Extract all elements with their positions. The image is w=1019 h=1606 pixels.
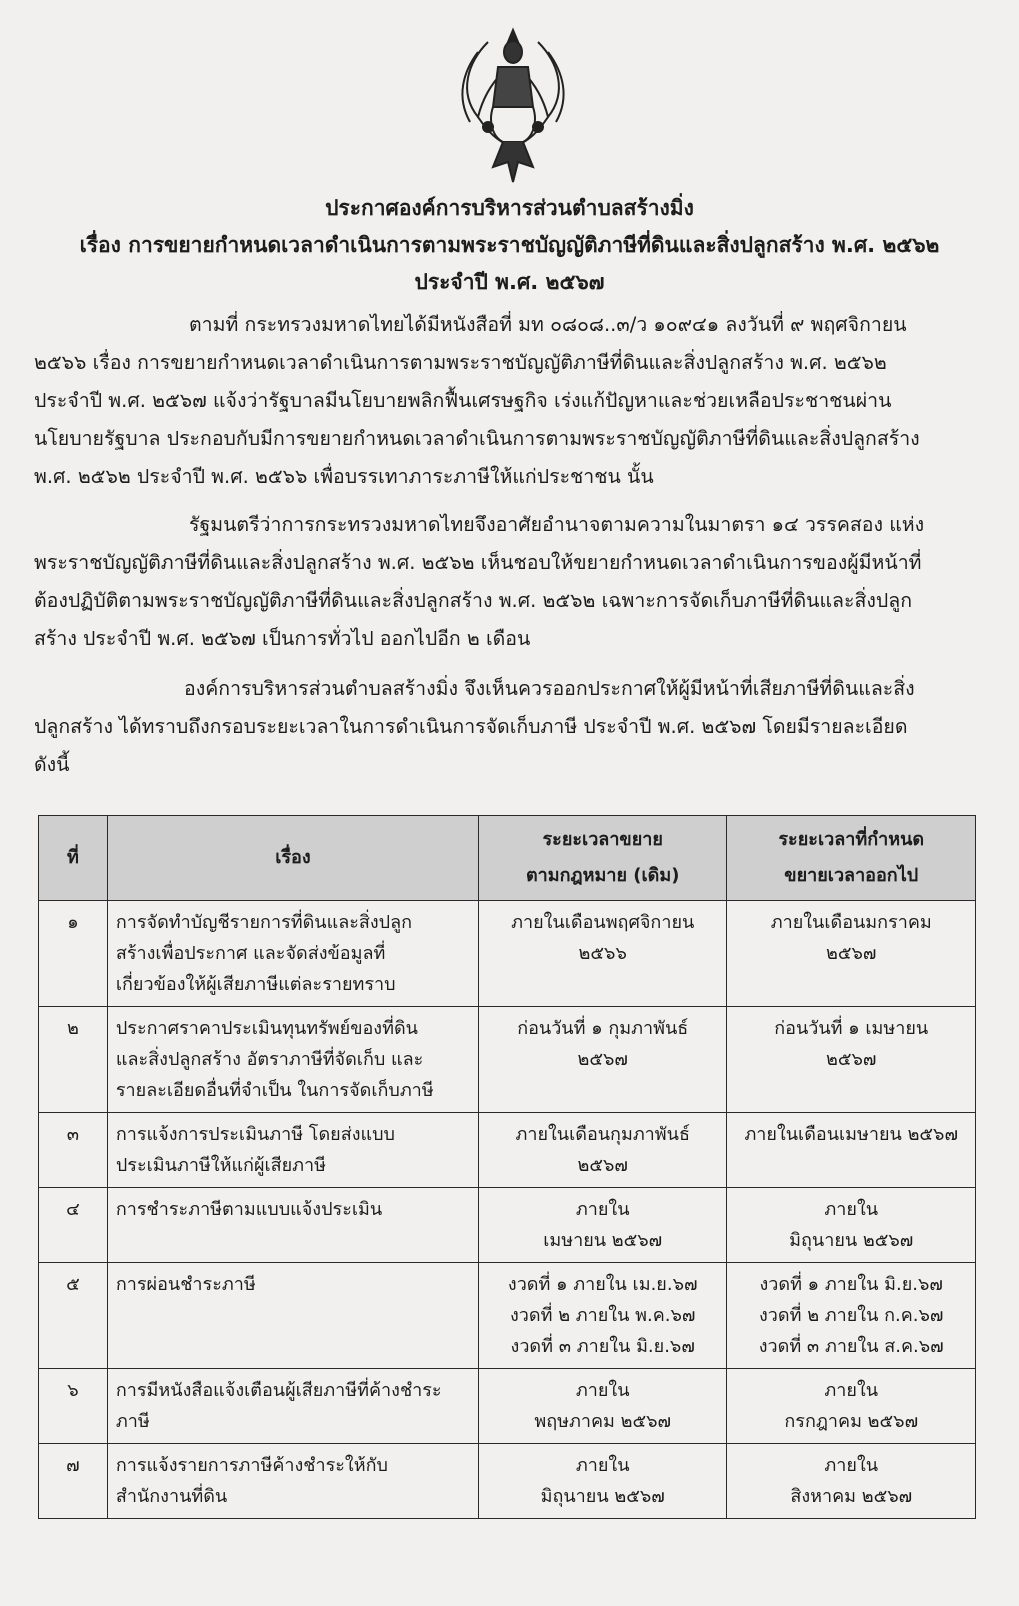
cell-line: สำนักงานที่ดิน xyxy=(115,1486,228,1507)
cell-line: รายละเอียดอื่นที่จำเป็น ในการจัดเก็บภาษี xyxy=(115,1080,434,1101)
row-topic xyxy=(107,1263,478,1369)
announcement-title: ประกาศองค์การบริหารส่วนตำบลสร้างมิ่ง xyxy=(325,196,694,220)
header-line: ตามกฎหมาย (เดิม) xyxy=(525,865,680,886)
cell-line: พฤษภาคม ๒๕๖๗ xyxy=(534,1411,672,1432)
row-new-period xyxy=(727,1188,976,1263)
row-old-period xyxy=(478,1263,727,1369)
header-new-period xyxy=(727,816,976,901)
cell-line: มิถุนายน ๒๕๖๗ xyxy=(789,1230,914,1251)
row-number: ๓ xyxy=(39,1113,108,1188)
row-topic xyxy=(107,1007,478,1113)
row-new-period xyxy=(727,1444,976,1519)
table-row xyxy=(39,1188,976,1263)
announcement-body xyxy=(34,306,979,784)
cell-line: การชำระภาษีตามแบบแจ้งประเมิน xyxy=(115,1199,383,1220)
cell-line: ก่อนวันที่ ๑ กุมภาพันธ์ xyxy=(517,1018,689,1039)
row-number: ๑ xyxy=(39,901,108,1007)
cell-line: ภายใน xyxy=(824,1380,879,1401)
cell-line: สิงหาคม ๒๕๖๗ xyxy=(790,1486,913,1507)
row-old-period xyxy=(478,1007,727,1113)
cell-line: ภายในเดือนมกราคม xyxy=(770,912,932,933)
cell-line: ภายใน xyxy=(575,1455,630,1476)
row-topic xyxy=(107,901,478,1007)
cell-line: ก่อนวันที่ ๑ เมษายน xyxy=(774,1018,929,1039)
cell-line: ภายในเดือนเมษายน ๒๕๖๗ xyxy=(744,1124,959,1145)
header-line: ระยะเวลาขยาย xyxy=(542,829,663,850)
cell-line: ภายใน xyxy=(575,1199,630,1220)
table-row xyxy=(39,1007,976,1113)
cell-line: ๒๕๖๗ xyxy=(577,1049,628,1070)
cell-line: งวดที่ ๑ ภายใน เม.ย.๖๗ xyxy=(507,1274,698,1295)
cell-line: และสิ่งปลูกสร้าง อัตราภาษีที่จัดเก็บ และ xyxy=(115,1049,424,1070)
row-old-period xyxy=(478,901,727,1007)
cell-line: งวดที่ ๑ ภายใน มิ.ย.๖๗ xyxy=(759,1274,943,1295)
row-new-period xyxy=(727,1113,976,1188)
paragraph-line: ๒๕๖๖ เรื่อง การขยายกำหนดเวลาดำเนินการตามพระราชบัญญัติภาษีที่ดินและสิ่งปลูกสร้าง พ.ศ. ๒๕๖๒ xyxy=(34,351,887,374)
paragraph-line: พระราชบัญญัติภาษีที่ดินและสิ่งปลูกสร้าง พ.ศ. ๒๕๖๒ เห็นชอบให้ขยายกำหนดเวลาดำเนินการของผู้มีหน้าที่ xyxy=(34,551,922,574)
cell-line: ภายในเดือนกุมภาพันธ์ xyxy=(515,1124,690,1145)
paragraph-line: นโยบายรัฐบาล ประกอบกับมีการขยายกำหนดเวลาดำเนินการตามพระราชบัญญัติภาษีที่ดินและสิ่งปลูกสร้าง xyxy=(34,427,920,450)
header-no: ที่ xyxy=(39,816,108,901)
row-old-period xyxy=(478,1188,727,1263)
row-topic xyxy=(107,1188,478,1263)
paragraph-line: องค์การบริหารส่วนตำบลสร้างมิ่ง จึงเห็นควรออกประกาศให้ผู้มีหน้าที่เสียภาษีที่ดินและสิ่ง xyxy=(184,677,915,700)
row-topic xyxy=(107,1444,478,1519)
row-number: ๖ xyxy=(39,1369,108,1444)
row-topic xyxy=(107,1369,478,1444)
cell-line: เกี่ยวข้องให้ผู้เสียภาษีแต่ละรายทราบ xyxy=(115,974,396,995)
header-line: ขยายเวลาออกไป xyxy=(784,865,919,886)
table-row xyxy=(39,1369,976,1444)
cell-line: ประกาศราคาประเมินทุนทรัพย์ของที่ดิน xyxy=(115,1018,418,1039)
cell-line: กรกฎาคม ๒๕๖๗ xyxy=(784,1411,919,1432)
cell-line: ภายในเดือนพฤศจิกายน xyxy=(511,912,695,933)
cell-line: ๒๕๖๗ xyxy=(826,943,877,964)
cell-line: ๒๕๖๖ xyxy=(578,943,627,964)
table-row xyxy=(39,901,976,1007)
row-number: ๗ xyxy=(39,1444,108,1519)
tax-schedule-table xyxy=(38,815,976,1519)
announcement-subject: เรื่อง การขยายกำหนดเวลาดำเนินการตามพระราชบัญญัติภาษีที่ดินและสิ่งปลูกสร้าง พ.ศ. ๒๕๖๒ xyxy=(79,233,940,257)
paragraph-line: รัฐมนตรีว่าการกระทรวงมหาดไทยจึงอาศัยอำนาจตามความในมาตรา ๑๔ วรรคสอง แห่ง xyxy=(189,513,925,536)
cell-line: งวดที่ ๒ ภายใน ก.ค.๖๗ xyxy=(759,1305,944,1326)
table-row xyxy=(39,1113,976,1188)
paragraph-line: ประจำปี พ.ศ. ๒๕๖๗ แจ้งว่ารัฐบาลมีนโยบายพลิกฟื้นเศรษฐกิจ เร่งแก้ปัญหาและช่วยเหลือประชาชนผ่าน xyxy=(34,389,892,412)
paragraph-line: พ.ศ. ๒๕๖๒ ประจำปี พ.ศ. ๒๕๖๖ เพื่อบรรเทาภาระภาษีให้แก่ประชาชน นั้น xyxy=(34,465,654,488)
paragraph-line: ตามที่ กระทรวงมหาดไทยได้มีหนังสือที่ มท ๐๘๐๘..๓/ว ๑๐๙๔๑ ลงวันที่ ๙ พฤศจิกายน xyxy=(189,313,907,336)
paragraph-3 xyxy=(34,670,979,784)
row-old-period xyxy=(478,1113,727,1188)
row-number: ๕ xyxy=(39,1263,108,1369)
cell-line: งวดที่ ๒ ภายใน พ.ค.๖๗ xyxy=(510,1305,696,1326)
cell-line: สร้างเพื่อประกาศ และจัดส่งข้อมูลที่ xyxy=(115,943,386,964)
cell-line: ๒๕๖๗ xyxy=(826,1049,877,1070)
row-new-period xyxy=(727,1263,976,1369)
paragraph-line: สร้าง ประจำปี พ.ศ. ๒๕๖๗ เป็นการทั่วไป ออกไปอีก ๒ เดือน xyxy=(34,627,531,650)
paragraph-line: ปลูกสร้าง ได้ทราบถึงกรอบระยะเวลาในการดำเนินการจัดเก็บภาษี ประจำปี พ.ศ. ๒๕๖๗ โดยมีรายละเอียด xyxy=(34,715,908,738)
cell-line: ภายใน xyxy=(824,1199,879,1220)
cell-line: ภายใน xyxy=(824,1455,879,1476)
row-new-period xyxy=(727,1007,976,1113)
paragraph-line: ต้องปฏิบัติตามพระราชบัญญัติภาษีที่ดินและสิ่งปลูกสร้าง พ.ศ. ๒๕๖๒ เฉพาะการจัดเก็บภาษีที่ดินและสิ่งปลูก xyxy=(34,589,913,612)
table-header-row xyxy=(39,816,976,901)
garuda-emblem-icon xyxy=(448,22,578,190)
table-row xyxy=(39,1444,976,1519)
announcement-title-block xyxy=(20,190,999,301)
row-number: ๒ xyxy=(39,1007,108,1113)
cell-line: ประเมินภาษีให้แก่ผู้เสียภาษี xyxy=(115,1155,327,1176)
cell-line: ๒๕๖๗ xyxy=(577,1155,628,1176)
row-old-period xyxy=(478,1369,727,1444)
header-topic: เรื่อง xyxy=(107,816,478,901)
row-new-period xyxy=(727,901,976,1007)
announcement-year: ประจำปี พ.ศ. ๒๕๖๗ xyxy=(414,270,605,294)
paragraph-2 xyxy=(34,506,979,658)
cell-line: มิถุนายน ๒๕๖๗ xyxy=(540,1486,665,1507)
cell-line: เมษายน ๒๕๖๗ xyxy=(543,1230,663,1251)
cell-line: การจัดทำบัญชีรายการที่ดินและสิ่งปลูก xyxy=(115,912,413,933)
paragraph-line: ดังนี้ xyxy=(34,753,70,776)
cell-line: การผ่อนชำระภาษี xyxy=(115,1274,256,1295)
header-line: ระยะเวลาที่กำหนด xyxy=(778,829,925,850)
row-new-period xyxy=(727,1369,976,1444)
row-number: ๔ xyxy=(39,1188,108,1263)
table-row xyxy=(39,1263,976,1369)
cell-line: การแจ้งรายการภาษีค้างชำระให้กับ xyxy=(115,1455,388,1476)
paragraph-1 xyxy=(34,306,979,496)
header-old-period xyxy=(478,816,727,901)
cell-line: การมีหนังสือแจ้งเตือนผู้เสียภาษีที่ค้างชำระ xyxy=(115,1380,442,1401)
cell-line: งวดที่ ๓ ภายใน มิ.ย.๖๗ xyxy=(510,1336,695,1357)
row-topic xyxy=(107,1113,478,1188)
row-old-period xyxy=(478,1444,727,1519)
cell-line: ภาษี xyxy=(115,1411,150,1432)
cell-line: งวดที่ ๓ ภายใน ส.ค.๖๗ xyxy=(758,1336,944,1357)
cell-line: ภายใน xyxy=(575,1380,630,1401)
cell-line: การแจ้งการประเมินภาษี โดยส่งแบบ xyxy=(115,1124,395,1145)
